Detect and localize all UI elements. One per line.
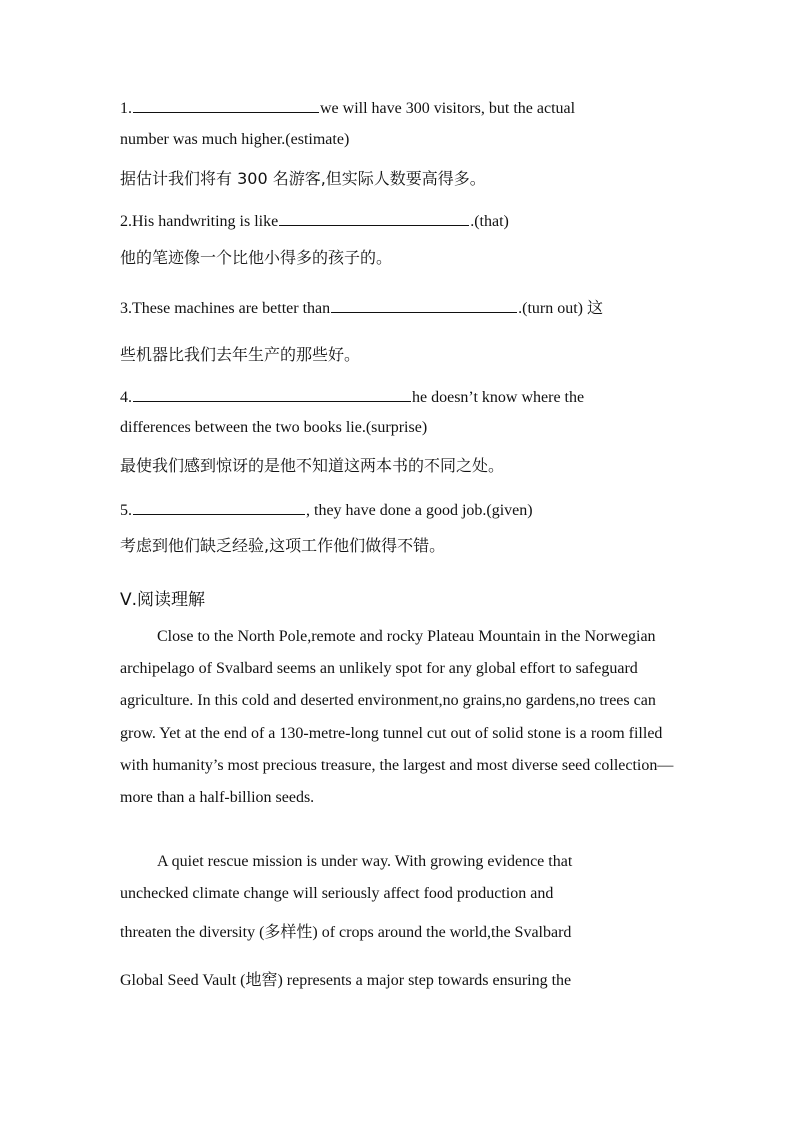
exercise-4-continuation: differences between the two books lie.(surprise) — [120, 419, 428, 436]
exercise-2-translation: 他的笔迹像一个比他小得多的孩子的。 — [120, 248, 393, 267]
exercise-4-number: 4. — [120, 389, 132, 406]
section-heading: Ⅴ.阅读理解 — [120, 590, 206, 610]
exercise-1-continuation: number was much higher.(estimate) — [120, 131, 350, 148]
exercise-2-blank[interactable] — [279, 210, 469, 226]
exercise-4-line — [120, 386, 584, 408]
exercise-4-blank[interactable] — [133, 386, 411, 402]
exercise-2-line — [120, 210, 509, 232]
reading-paragraph-2-line-1: A quiet rescue mission is under way. With growing evidence that — [157, 853, 573, 870]
exercise-5-number: 5. — [120, 502, 132, 519]
exercise-3-text: .(turn out) 这 — [518, 300, 604, 317]
exercise-1-translation: 据估计我们将有 300 名游客,但实际人数要高得多。 — [120, 169, 486, 188]
exercise-3-blank[interactable] — [331, 297, 517, 313]
exercise-1-number: 1. — [120, 100, 132, 117]
exercise-4-text: he doesn’t know where the — [412, 389, 585, 406]
exercise-3-prompt: 3.These machines are better than — [120, 300, 331, 317]
exercise-2-prompt: 2.His handwriting is like — [120, 213, 279, 230]
reading-paragraph-2-line-3: threaten the diversity (多样性) of crops around the world,the Svalbard — [120, 924, 572, 941]
exercise-4-translation: 最使我们感到惊讶的是他不知道这两本书的不同之处。 — [120, 456, 505, 475]
exercise-5-line — [120, 499, 533, 521]
exercise-5-text: , they have done a good job.(given) — [306, 502, 533, 519]
exercise-1-blank[interactable] — [133, 97, 319, 113]
exercise-3-line — [120, 297, 603, 319]
exercise-5-blank[interactable] — [133, 499, 305, 515]
exercise-1-line — [120, 97, 575, 119]
exercise-5-translation: 考虑到他们缺乏经验,这项工作他们做得不错。 — [120, 536, 446, 555]
exercise-2-text: .(that) — [470, 213, 509, 230]
reading-paragraph-1: Close to the North Pole,remote and rocky Plateau Mountain in the Norwegian archipelago of Svalbard seems an unlikely spot for any global effort to safeguard agriculture. In this cold and deserted environment,no grains,no gardens,no trees can grow. Yet at the end of a 130-metre-long tunnel cut out of solid stone is a room filled with humanity’s most precious treasure, the largest and most diverse seed collection—more than a half-billion seeds. — [120, 628, 674, 807]
reading-paragraph-2-line-4: Global Seed Vault (地窖) represents a major step towards ensuring the — [120, 972, 572, 989]
exercise-3-translation: 些机器比我们去年生产的那些好。 — [120, 345, 361, 364]
exercise-1-text: we will have 300 visitors, but the actual — [320, 100, 576, 117]
reading-paragraph-2-line-2: unchecked climate change will seriously affect food production and — [120, 885, 554, 902]
